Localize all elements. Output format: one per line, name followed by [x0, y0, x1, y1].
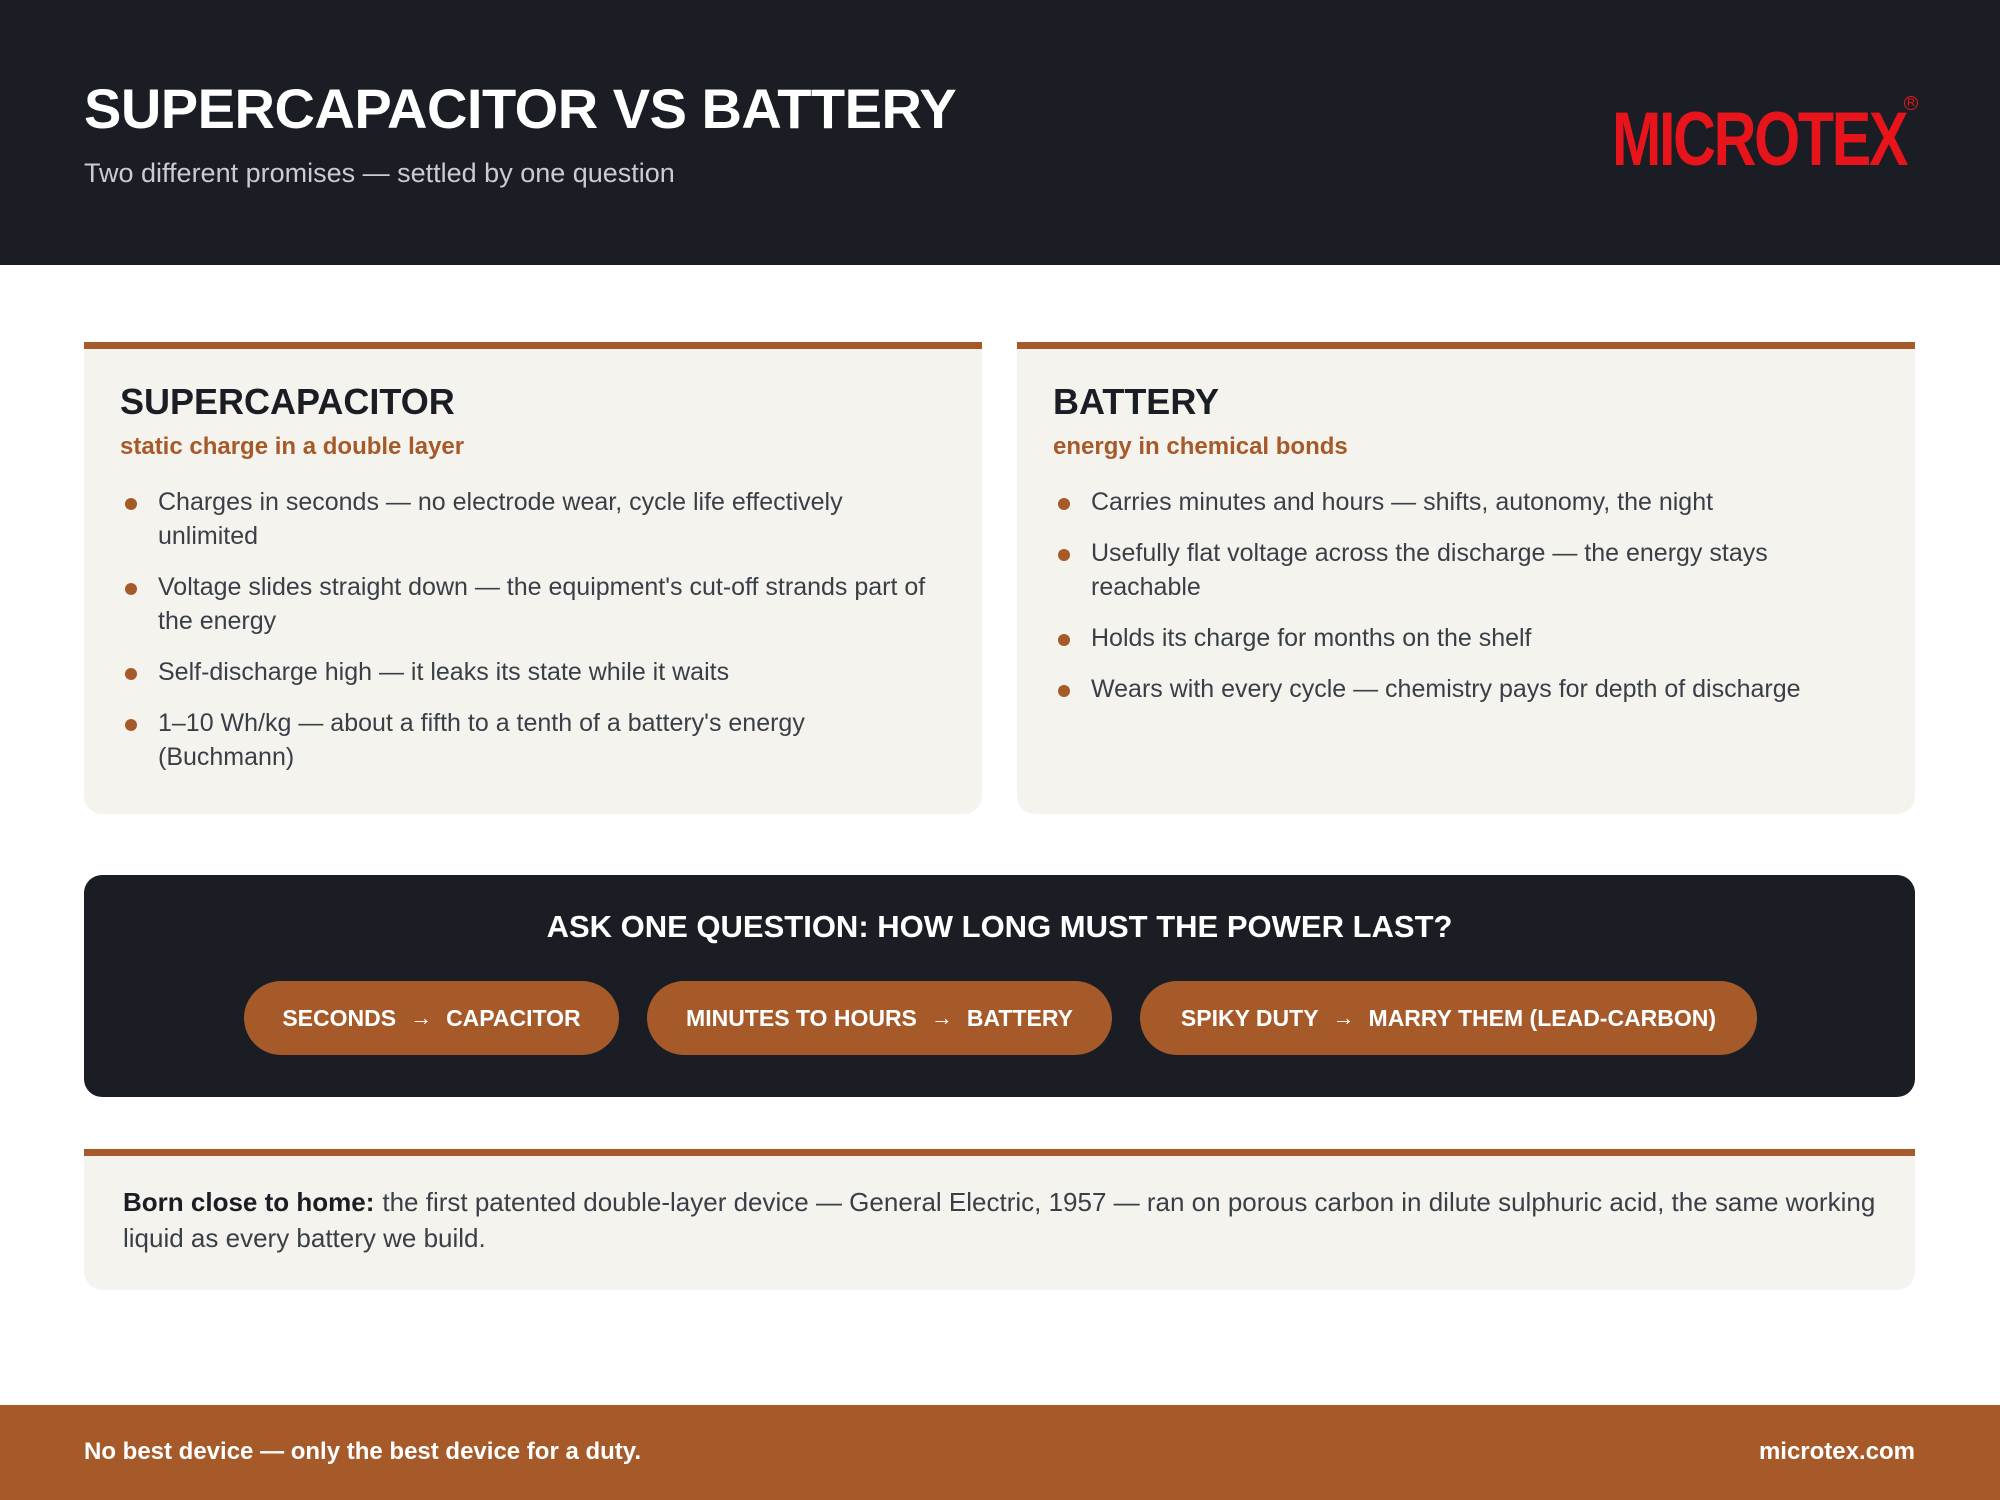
logo-wordmark: MICROTEX	[1612, 97, 1907, 182]
note-paragraph	[123, 1184, 1883, 1256]
list-item	[120, 485, 940, 553]
bullet-icon	[125, 583, 137, 595]
card-title: BATTERY	[1053, 381, 1219, 422]
page-title: SUPERCAPACITOR VS BATTERY	[84, 77, 957, 140]
pill-condition: SPIKY DUTY	[1180, 1004, 1319, 1031]
footer	[0, 1405, 2000, 1500]
answer-pill-spiky	[1140, 981, 1757, 1055]
feature-list	[1053, 485, 1873, 723]
feature-list	[120, 485, 940, 791]
pill-result: BATTERY	[966, 1004, 1073, 1031]
list-item	[120, 706, 940, 774]
arrow-right-icon: →	[930, 1005, 953, 1030]
card-subtitle: static charge in a double layer	[120, 433, 465, 460]
bullet-icon	[125, 719, 137, 731]
registered-mark: R	[1904, 96, 1918, 110]
pill-condition: MINUTES TO HOURS	[686, 1004, 917, 1031]
list-item-text: Self-discharge high — it leaks its state while it waits	[158, 658, 730, 686]
list-item	[1053, 485, 1873, 519]
list-item-text: Wears with every cycle — chemistry pays for depth of discharge	[1091, 675, 1801, 703]
card-subtitle: energy in chemical bonds	[1053, 433, 1348, 460]
list-item-text: Usefully flat voltage across the discharge — the energy stays reachable	[1091, 539, 1768, 601]
list-item-text: Charges in seconds — no electrode wear, cycle life effectively unlimited	[158, 488, 843, 550]
arrow-right-icon: →	[1332, 1005, 1355, 1030]
page-subtitle: Two different promises — settled by one question	[84, 158, 675, 188]
pill-result: CAPACITOR	[446, 1004, 581, 1031]
arrow-right-icon: →	[410, 1005, 433, 1030]
bullet-icon	[125, 668, 137, 680]
header	[0, 0, 2000, 265]
note-text: the first patented double-layer device — General Electric, 1957 — ran on porous carbon in dilute sulphuric acid, the same working liquid as every battery we build.	[123, 1187, 1876, 1253]
footer-tagline: No best device — only the best device for a duty.	[84, 1438, 642, 1465]
history-note	[84, 1149, 1915, 1290]
list-item	[120, 655, 940, 689]
list-item	[120, 570, 940, 638]
list-item	[1053, 536, 1873, 604]
bullet-icon	[1058, 549, 1070, 561]
question-panel	[84, 875, 1915, 1097]
card-title: SUPERCAPACITOR	[120, 381, 455, 422]
list-item-text: Holds its charge for months on the shelf	[1091, 624, 1532, 652]
note-lead: Born close to home:	[123, 1187, 375, 1217]
footer-website-link[interactable]: microtex.com	[1758, 1438, 1915, 1465]
bullet-icon	[1058, 634, 1070, 646]
supercapacitor-card	[84, 342, 982, 814]
pill-result: MARRY THEM (LEAD-CARBON)	[1368, 1004, 1717, 1031]
list-item-text: Carries minutes and hours — shifts, autonomy, the night	[1091, 488, 1714, 516]
bullet-icon	[1058, 498, 1070, 510]
bullet-icon	[1058, 685, 1070, 697]
battery-card	[1017, 342, 1915, 814]
list-item	[1053, 621, 1873, 655]
answer-pill-seconds	[244, 981, 619, 1055]
bullet-icon	[125, 498, 137, 510]
pill-condition: SECONDS	[282, 1004, 397, 1031]
list-item-text: Voltage slides straight down — the equipment's cut-off strands part of the energy	[158, 573, 926, 635]
list-item-text: 1–10 Wh/kg — about a fifth to a tenth of a battery's energy (Buchmann)	[158, 709, 805, 771]
list-item	[1053, 672, 1873, 706]
question-title: ASK ONE QUESTION: HOW LONG MUST THE POWER LAST?	[546, 909, 1453, 944]
answer-pill-minutes	[647, 981, 1112, 1055]
microtex-logo	[1612, 97, 1915, 182]
